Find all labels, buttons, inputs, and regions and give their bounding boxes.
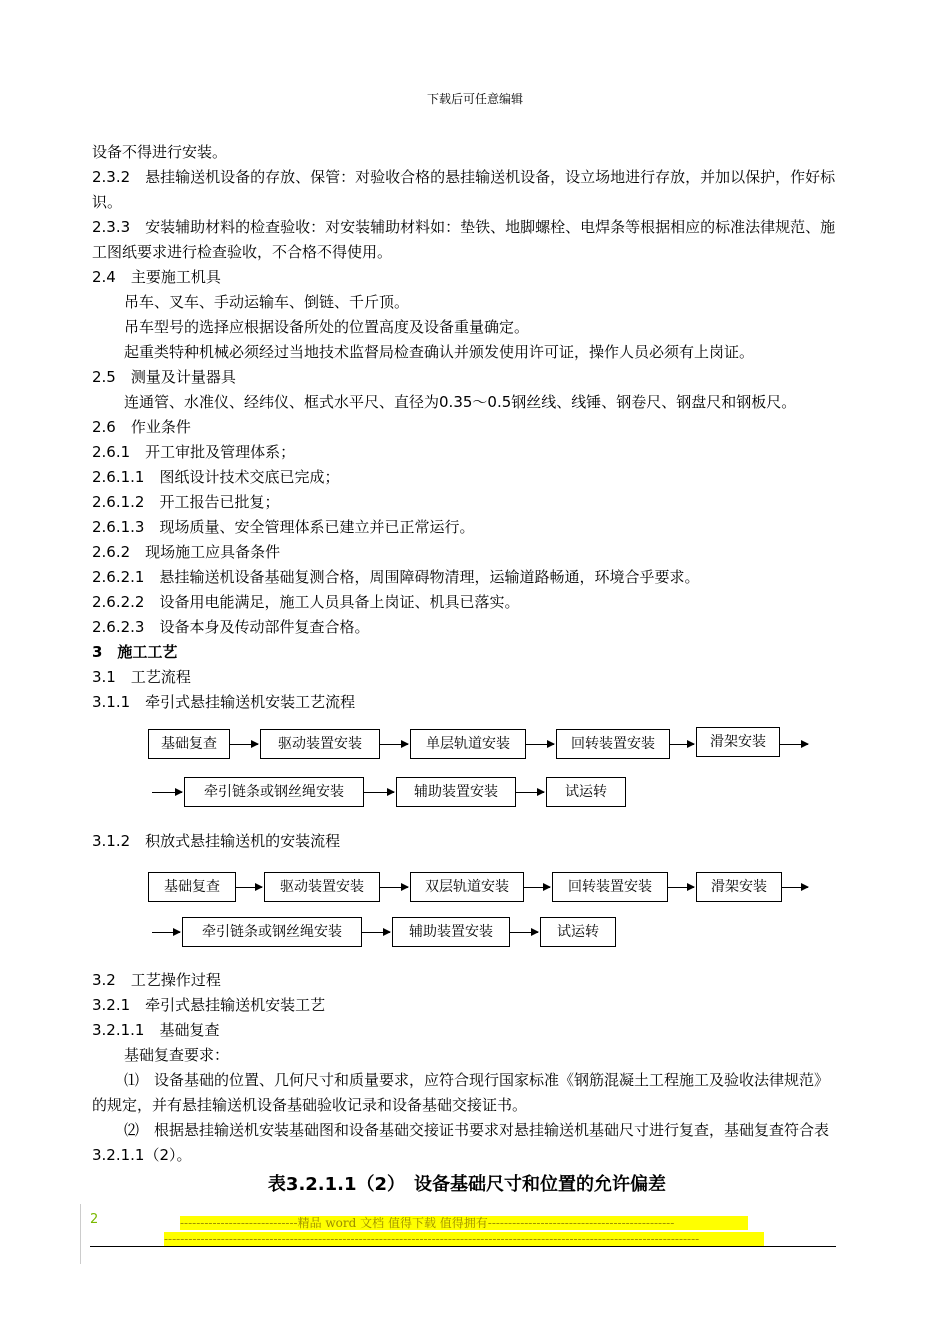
section-heading: 2.5 测量及计量器具	[92, 368, 236, 386]
paragraph: 2.6.2 现场施工应具备条件	[92, 543, 281, 561]
paragraph: 设备不得进行安装。	[92, 143, 228, 161]
arrow-icon	[524, 887, 550, 888]
flow-step: 辅助装置安装	[396, 777, 516, 807]
arrow-icon	[510, 932, 538, 933]
footer-rule	[90, 1246, 836, 1247]
section-heading: 3.2.1.1 基础复查	[92, 1021, 220, 1039]
flow-step: 单层轨道安装	[410, 729, 526, 759]
arrow-icon	[782, 887, 808, 888]
paragraph: ⑵ 根据悬挂输送机安装基础图和设备基础交接证书要求对悬挂输送机基础尺寸进行复查，基础复查符合表3.2.1.1（2）。	[92, 1121, 830, 1164]
arrow-icon	[230, 744, 258, 745]
paragraph: 连通管、水准仪、经纬仪、框式水平尺、直径为0.35～0.5钢丝线、线锤、钢卷尺、钢盘尺和钢板尺。	[124, 393, 797, 411]
paragraph: 2.3.3 安装辅助材料的检查验收：对安装辅助材料如：垫铁、地脚螺栓、电焊条等根据相应的标准法律规范、施工图纸要求进行检查验收，不合格不得使用。	[92, 218, 836, 261]
arrow-icon	[236, 887, 262, 888]
arrow-icon	[380, 744, 408, 745]
section-heading: 3.2 工艺操作过程	[92, 971, 221, 989]
paragraph: 2.6.1.3 现场质量、安全管理体系已建立并已正常运行。	[92, 518, 475, 536]
flow-step: 滑架安装	[696, 872, 782, 902]
arrow-icon	[364, 792, 394, 793]
flow-step: 滑架安装	[696, 727, 780, 757]
paragraph: 2.6.2.3 设备本身及传动部件复查合格。	[92, 618, 370, 636]
arrow-icon	[670, 744, 694, 745]
arrow-icon	[516, 792, 544, 793]
footer-banner: -----------------------------精品 word 文档 值得下载 值得拥有----------------------------------------------	[180, 1216, 748, 1230]
section-heading: 3.1.1 牵引式悬挂输送机安装工艺流程	[92, 693, 356, 711]
flow-step: 牵引链条或钢丝绳安装	[182, 917, 362, 947]
paragraph: 起重类特种机械必须经过当地技术监督局检查确认并颁发使用许可证，操作人员必须有上岗证。	[124, 343, 755, 361]
flow-step: 试运转	[546, 777, 626, 807]
flowchart-traction	[92, 721, 842, 821]
paragraph: 2.6.2.1 悬挂输送机设备基础复测合格，周围障碍物清理，运输道路畅通，环境合乎要求。	[92, 568, 700, 586]
section-heading: 2.6 作业条件	[92, 418, 191, 436]
table-title: 表3.2.1.1（2） 设备基础尺寸和位置的允许偏差	[267, 1174, 667, 1195]
chapter-heading: 3 施工工艺	[92, 643, 178, 661]
paragraph: 吊车型号的选择应根据设备所处的位置高度及设备重量确定。	[124, 318, 530, 336]
flow-step: 基础复查	[148, 729, 230, 759]
section-heading: 2.4 主要施工机具	[92, 268, 221, 286]
flow-step: 牵引链条或钢丝绳安装	[184, 777, 364, 807]
paragraph: 2.6.1 开工审批及管理体系；	[92, 443, 296, 461]
arrow-icon	[380, 887, 408, 888]
paragraph: 基础复查要求：	[124, 1046, 230, 1064]
flow-step: 驱动装置安装	[264, 872, 380, 902]
flow-step: 回转装置安装	[556, 729, 670, 759]
paragraph: 2.3.2 悬挂输送机设备的存放、保管：对验收合格的悬挂输送机设备，设立场地进行存放，并加以保护，作好标识。	[92, 168, 836, 211]
arrow-icon	[152, 932, 180, 933]
paragraph: ⑴ 设备基础的位置、几何尺寸和质量要求，应符合现行国家标准《钢筋混凝土工程施工及验收法律规范》的规定，并有悬挂输送机设备基础验收记录和设备基础交接证书。	[92, 1071, 830, 1114]
flowchart-accumulation	[92, 860, 842, 960]
flow-step: 辅助装置安装	[392, 917, 510, 947]
flow-step: 试运转	[540, 917, 616, 947]
paragraph: 吊车、叉车、手动运输车、倒链、千斤顶。	[124, 293, 410, 311]
arrow-icon	[780, 744, 808, 745]
margin-line	[80, 1204, 81, 1264]
flow-step: 驱动装置安装	[260, 729, 380, 759]
arrow-icon	[152, 792, 182, 793]
paragraph: 2.6.1.2 开工报告已批复；	[92, 493, 280, 511]
arrow-icon	[668, 887, 694, 888]
footer-banner-dashes: ------------------------------------------------------------------------------------------------------------------------------------	[164, 1232, 764, 1246]
section-heading: 3.1 工艺流程	[92, 668, 191, 686]
arrow-icon	[362, 932, 390, 933]
paragraph: 2.6.1.1 图纸设计技术交底已完成；	[92, 468, 340, 486]
section-heading: 3.1.2 积放式悬挂输送机的安装流程	[92, 832, 341, 850]
flow-step: 回转装置安装	[552, 872, 668, 902]
flow-step: 基础复查	[148, 872, 236, 902]
section-heading: 3.2.1 牵引式悬挂输送机安装工艺	[92, 996, 326, 1014]
paragraph: 2.6.2.2 设备用电能满足，施工人员具备上岗证、机具已落实。	[92, 593, 520, 611]
arrow-icon	[526, 744, 554, 745]
page-number: 2	[90, 1212, 99, 1227]
flow-step: 双层轨道安装	[410, 872, 524, 902]
page-header: 下载后可任意编辑	[426, 92, 523, 106]
document-body	[92, 140, 842, 1197]
